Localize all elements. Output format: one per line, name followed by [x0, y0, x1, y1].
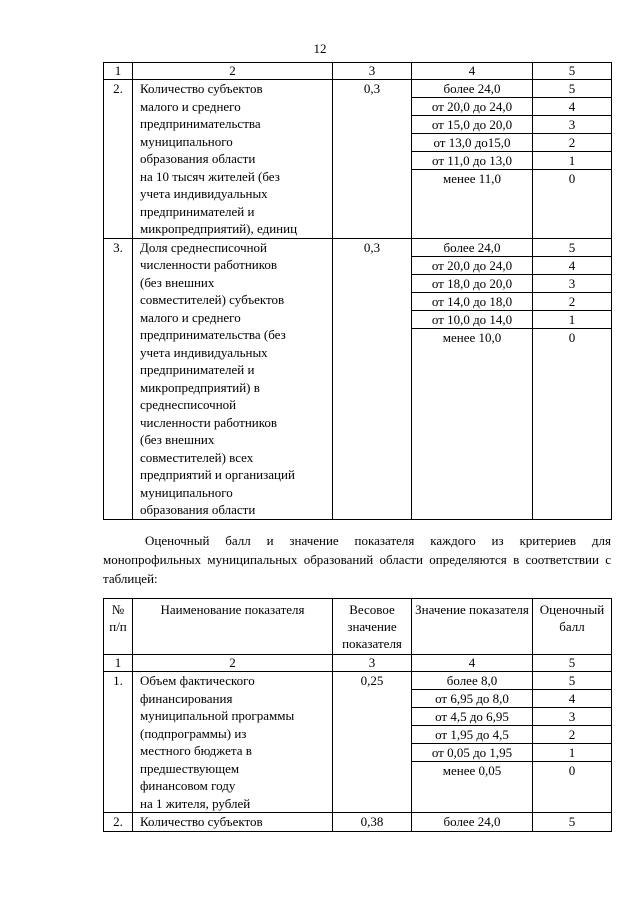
- table-row: [104, 238, 612, 519]
- indicator-name-line: образования области: [140, 502, 256, 517]
- intro-paragraph: [103, 531, 611, 588]
- value-range: от 13,0 до15,0: [411, 134, 533, 152]
- weight-value: 0,3: [333, 80, 412, 239]
- indicator-name-line: Доля среднесписочной: [140, 239, 268, 255]
- indicator-name-line: предприятий и организаций: [140, 467, 295, 482]
- column-number-row: [104, 63, 612, 80]
- row-number: 2.: [104, 813, 133, 832]
- indicator-name-line: (без внешних: [140, 274, 215, 290]
- score: 1: [532, 744, 612, 762]
- score: 3: [532, 116, 612, 134]
- score: 0: [568, 171, 576, 186]
- score: 1: [532, 311, 612, 329]
- indicator-name-line: предпринимателей и: [140, 362, 255, 377]
- col-number: 3: [333, 63, 412, 80]
- value-range: более 24,0: [443, 814, 501, 829]
- col-number: 1: [104, 63, 133, 80]
- value-range: от 11,0 до 13,0: [411, 152, 533, 170]
- score: 1: [532, 152, 612, 170]
- col-number: 1: [104, 655, 133, 672]
- value-range: менее 11,0: [442, 171, 501, 186]
- indicator-name-line: микропредприятий) в: [140, 379, 260, 395]
- score: 5: [532, 80, 612, 98]
- indicator-name: [133, 672, 333, 813]
- col-number: 4: [412, 655, 533, 672]
- header-row: [104, 599, 612, 655]
- col-number: 3: [333, 655, 412, 672]
- indicator-name: [133, 813, 333, 832]
- value-range: от 14,0 до 18,0: [411, 293, 533, 311]
- indicator-value-ranges: [412, 672, 533, 813]
- indicator-name-line: на 1 жителя, рублей: [140, 795, 251, 811]
- table-row: [104, 80, 612, 239]
- score: 4: [532, 98, 612, 116]
- score: 2: [532, 726, 612, 744]
- value-range: от 20,0 до 24,0: [411, 98, 533, 116]
- indicator-name-line: Объем фактического: [140, 673, 255, 688]
- indicator-name-line: (подпрограммы) из: [140, 725, 247, 741]
- value-range: менее 0,05: [442, 763, 502, 778]
- indicator-name-line: на 10 тысяч жителей (без: [140, 168, 280, 184]
- value-range: более 24,0: [411, 80, 533, 98]
- score: 2: [532, 134, 612, 152]
- indicator-value-ranges: [412, 813, 533, 832]
- value-range: от 4,5 до 6,95: [411, 708, 533, 726]
- header-weight: Весовое значение показателя: [333, 599, 412, 655]
- weight-value: 0,38: [333, 813, 412, 832]
- value-range: от 6,95 до 8,0: [411, 690, 533, 708]
- indicator-value-ranges: [412, 80, 533, 239]
- indicator-name-line: местного бюджета в: [140, 743, 252, 758]
- indicator-name-line: совместителей) субъектов: [140, 292, 285, 307]
- score: 5: [532, 239, 612, 257]
- score: 0: [568, 763, 576, 778]
- table-row: [104, 813, 612, 832]
- header-num: № п/п: [104, 599, 133, 655]
- indicator-name-line: предпринимательства (без: [140, 327, 286, 342]
- indicator-name-line: совместителей) всех: [140, 449, 254, 465]
- score: 0: [568, 329, 576, 345]
- value-range: от 15,0 до 20,0: [411, 116, 533, 134]
- value-range: от 1,95 до 4,5: [411, 726, 533, 744]
- indicator-name-line: образования области: [140, 151, 256, 166]
- header-score: Оценочный балл: [533, 599, 612, 655]
- col-number: 2: [133, 655, 333, 672]
- col-number: 2: [133, 63, 333, 80]
- indicator-name: [133, 238, 333, 519]
- score: 5: [532, 672, 612, 690]
- indicator-name-line: Количество субъектов: [140, 81, 263, 96]
- row-number: 2.: [104, 80, 133, 239]
- indicator-value-ranges: [412, 238, 533, 519]
- indicator-name-line: среднесписочной: [140, 397, 237, 412]
- value-range: от 10,0 до 14,0: [411, 311, 533, 329]
- score: 3: [532, 708, 612, 726]
- score-list: [533, 813, 612, 832]
- paragraph-text: Оценочный балл и значение показателя каждого из критериев для монопрофильных муниципальных образований области определяются в соответствии с таблицей:: [103, 533, 611, 586]
- col-number: 4: [412, 63, 533, 80]
- column-number-row: [104, 655, 612, 672]
- score-list: [533, 672, 612, 813]
- row-number: 3.: [104, 238, 133, 519]
- indicator-name-line: муниципального: [140, 484, 233, 500]
- value-range: менее 10,0: [442, 329, 502, 345]
- indicator-name-line: численности работников: [140, 257, 278, 272]
- indicator-name-line: учета индивидуальных: [140, 186, 268, 201]
- score-list: [533, 238, 612, 519]
- indicator-name-line: (без внешних: [140, 432, 215, 447]
- score-list: [533, 80, 612, 239]
- weight-value: 0,25: [333, 672, 412, 813]
- indicator-name-line: предпринимателей и: [140, 203, 255, 219]
- indicator-name-line: предшествующем: [140, 760, 240, 776]
- indicator-name-line: малого и среднего: [140, 98, 241, 114]
- header-value: Значение показателя: [412, 599, 533, 655]
- score: 4: [532, 690, 612, 708]
- criteria-table-continued: [103, 62, 612, 520]
- table-row: [104, 672, 612, 813]
- value-range: от 18,0 до 20,0: [411, 275, 533, 293]
- indicator-name-line: предпринимательства: [140, 116, 261, 131]
- indicator-name-line: численности работников: [140, 414, 278, 430]
- indicator-name-line: малого и среднего: [140, 309, 241, 325]
- indicator-name-line: микропредприятий), единиц: [140, 221, 298, 236]
- row-number: 1.: [104, 672, 133, 813]
- score: 2: [532, 293, 612, 311]
- indicator-name-line: Количество субъектов: [140, 814, 263, 829]
- monoprofile-criteria-table: [103, 598, 612, 832]
- indicator-name-line: муниципальной программы: [140, 708, 295, 723]
- col-number: 5: [533, 63, 612, 80]
- value-range: от 20,0 до 24,0: [411, 257, 533, 275]
- value-range: от 0,05 до 1,95: [411, 744, 533, 762]
- indicator-name: [133, 80, 333, 239]
- page-number: 12: [313, 41, 327, 56]
- value-range: более 8,0: [411, 672, 533, 690]
- col-number: 5: [533, 655, 612, 672]
- score: 4: [532, 257, 612, 275]
- weight-value: 0,3: [333, 238, 412, 519]
- value-range: более 24,0: [411, 239, 533, 257]
- indicator-name-line: финансирования: [140, 690, 233, 706]
- indicator-name-line: учета индивидуальных: [140, 344, 268, 360]
- score: 5: [568, 814, 576, 829]
- header-name: Наименование показателя: [133, 599, 333, 655]
- indicator-name-line: муниципального: [140, 133, 233, 149]
- score: 3: [532, 275, 612, 293]
- indicator-name-line: финансовом году: [140, 778, 236, 793]
